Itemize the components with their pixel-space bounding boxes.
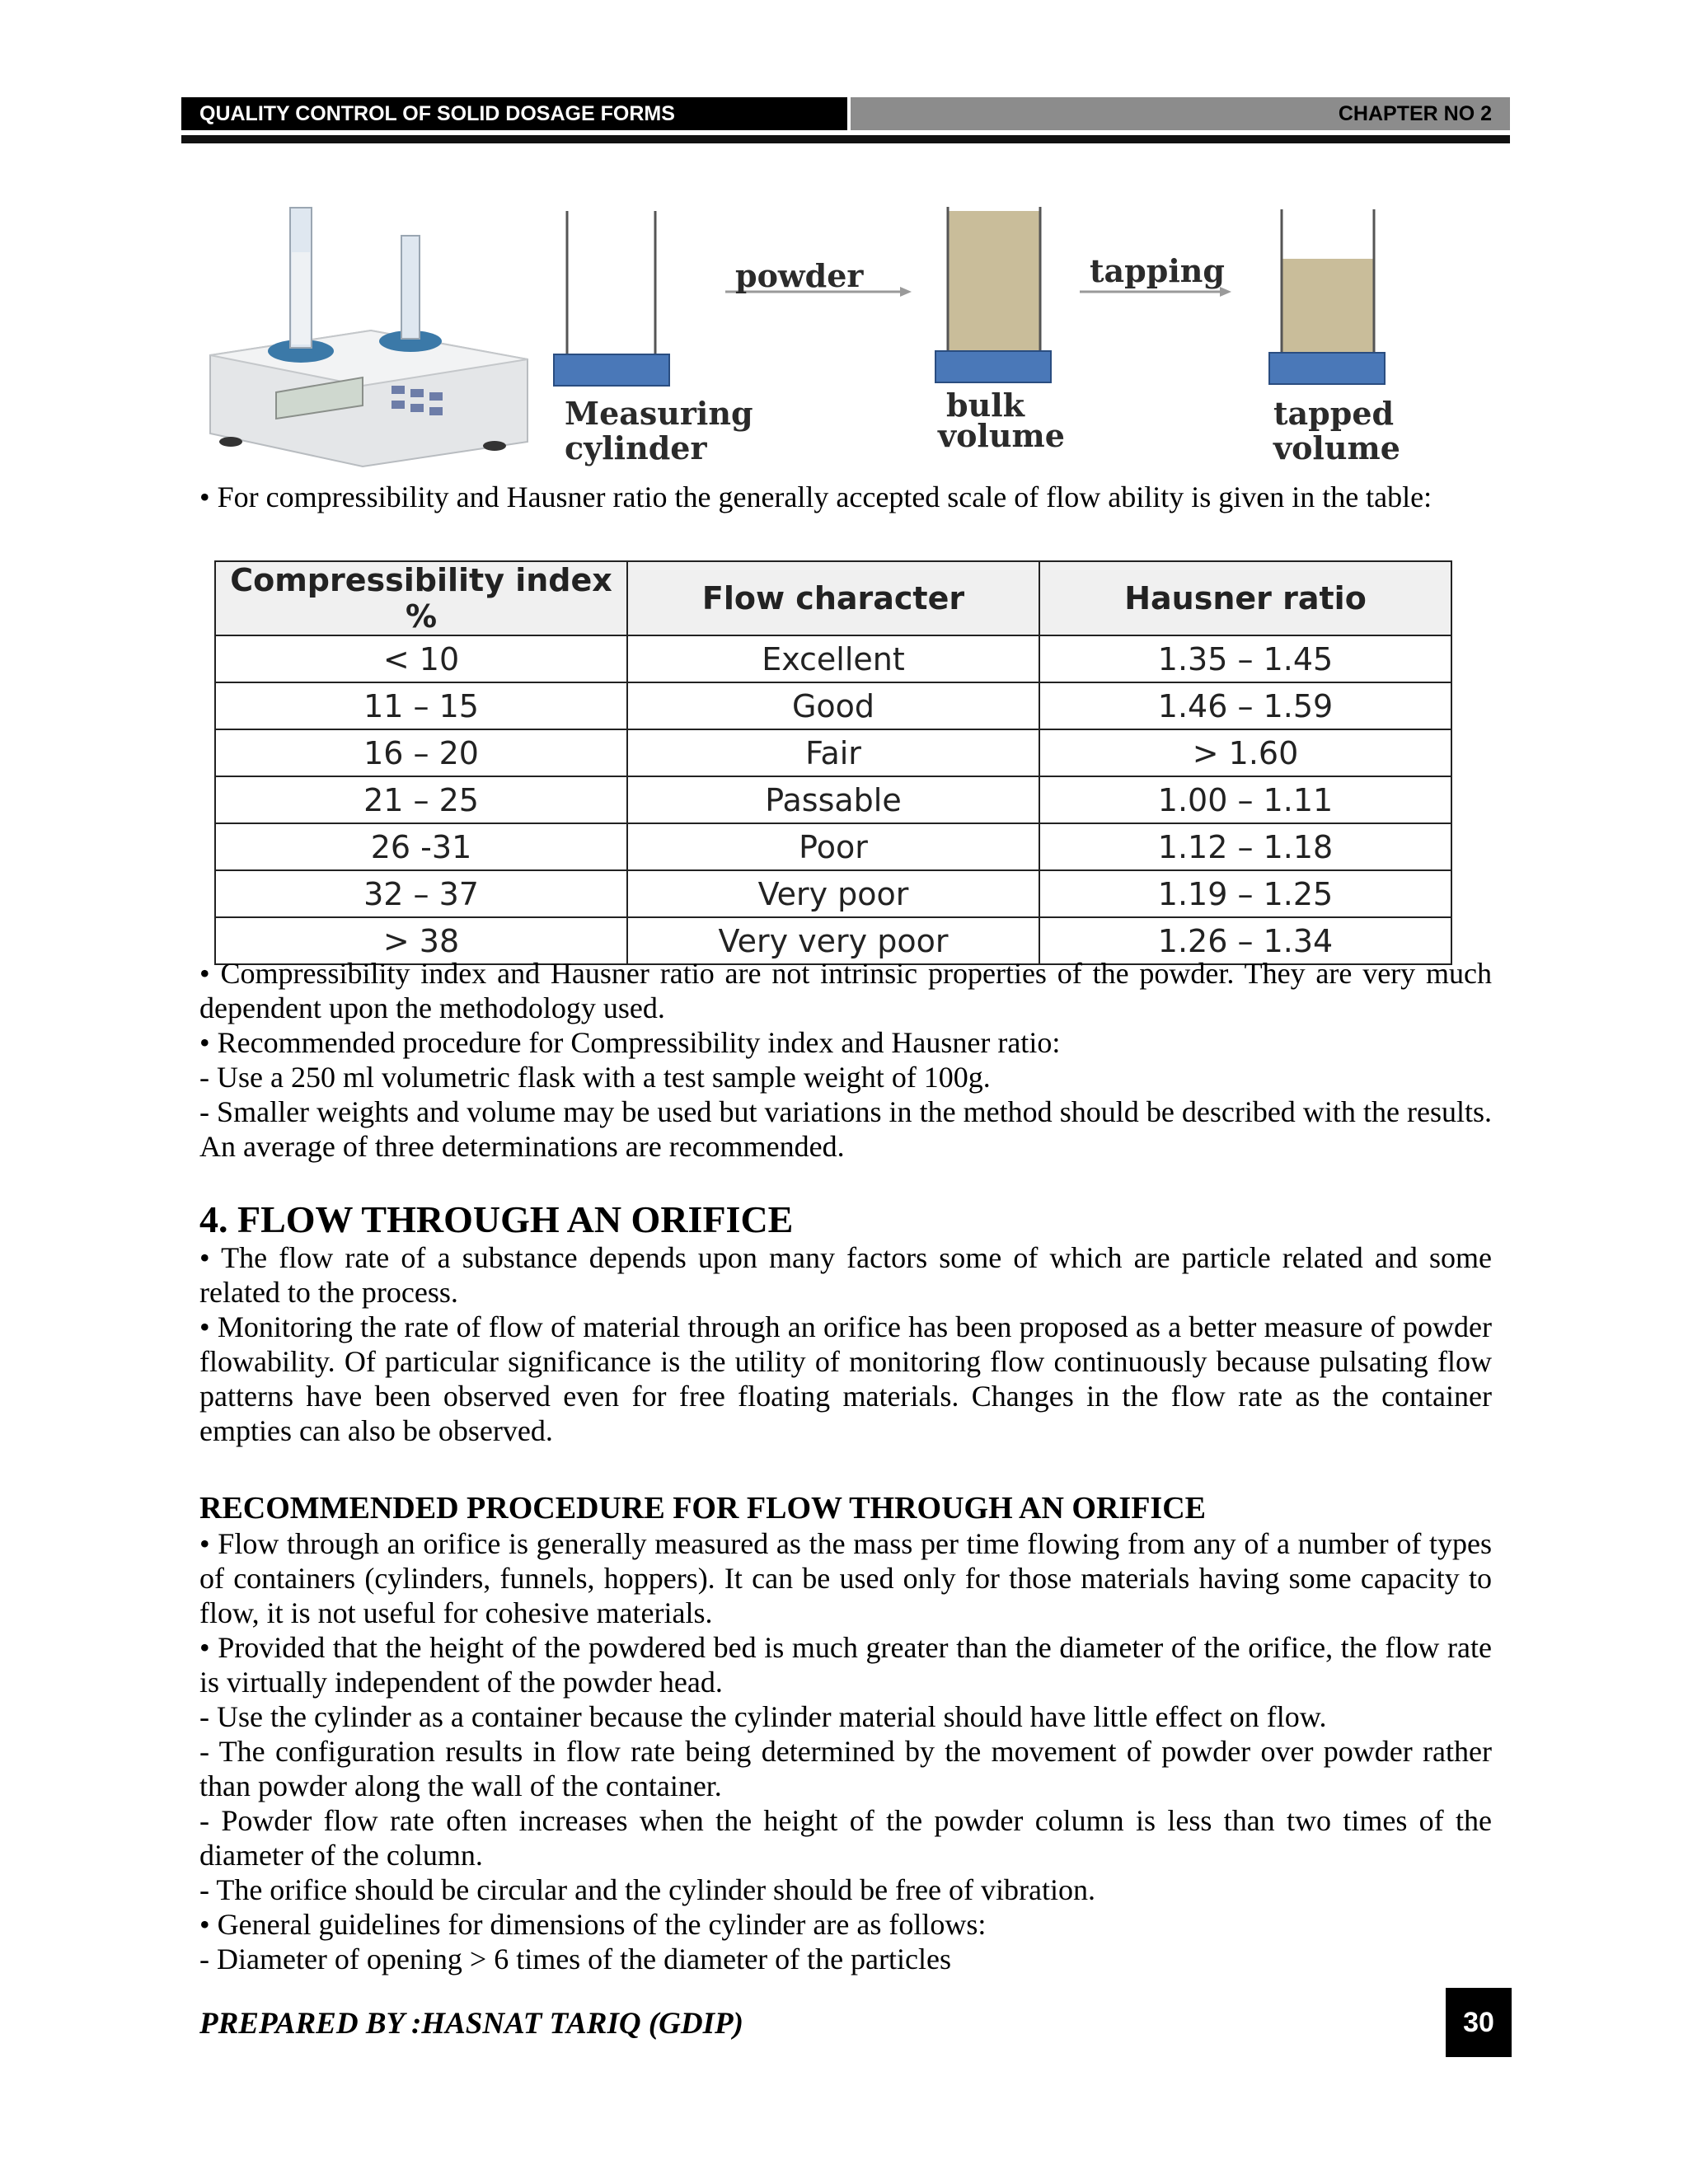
body-paragraph: - Use the cylinder as a container because the cylinder material should have little effect on flow.: [199, 1700, 1327, 1733]
table-cell: Excellent: [627, 635, 1039, 682]
table-cell: 1.12 – 1.18: [1039, 823, 1451, 870]
label-cylinder: cylinder: [565, 429, 707, 466]
table-cell: Very poor: [627, 870, 1039, 917]
table-row: [215, 682, 1451, 729]
body-paragraph: - Powder flow rate often increases when the height of the powder column is less than two times of the diameter of the column.: [199, 1804, 1492, 1872]
body-paragraph: • Flow through an orifice is generally measured as the mass per time flowing from any of a number of types of containers (cylinders, funnels, hoppers). It can be used only for those materials having some capacity to flow, it is not useful for cohesive materials.: [199, 1527, 1492, 1629]
header-rule: [181, 135, 1510, 143]
column-header: Hausner ratio: [1039, 561, 1451, 635]
body-paragraph: • The flow rate of a substance depends upon many factors some of which are particle related and some related to the process.: [199, 1241, 1492, 1309]
body-paragraph: - Use a 250 ml volumetric flask with a test sample weight of 100g.: [199, 1061, 991, 1094]
intro-text: [199, 480, 1492, 514]
section-recommended-procedure: [199, 1490, 1492, 1976]
column-header: Flow character: [627, 561, 1039, 635]
label-tapped-volume: volume: [1273, 429, 1400, 466]
body-paragraph: • Recommended procedure for Compressibility index and Hausner ratio:: [199, 1026, 1061, 1059]
intro-line: • For compressibility and Hausner ratio the generally accepted scale of flow ability is given in the table:: [199, 480, 1432, 513]
table-row: [215, 635, 1451, 682]
page-number: 30: [1446, 1988, 1512, 2057]
methodology-notes: [199, 956, 1492, 1164]
body-paragraph: • Monitoring the rate of flow of material through an orifice has been proposed as a better measure of powder flowability. Of particular significance is the utility of monitoring flow continuously because pulsating flow patterns have been observed even for free floating materials. Changes in the flow rate as the container empties can also be observed.: [199, 1310, 1492, 1447]
table-cell: 1.46 – 1.59: [1039, 682, 1451, 729]
body-paragraph: • Provided that the height of the powdered bed is much greater than the diameter of the orifice, the flow rate is virtually independent of the powder head.: [199, 1631, 1492, 1699]
label-tapping: tapping: [1090, 252, 1225, 289]
label-tapped: tapped: [1273, 395, 1395, 432]
tapped-volume-cylinder-icon: [1269, 209, 1385, 384]
section-heading: 4. FLOW THROUGH AN ORIFICE: [199, 1198, 794, 1240]
table-cell: 21 – 25: [215, 776, 627, 823]
table-cell: 32 – 37: [215, 870, 627, 917]
table-cell: 16 – 20: [215, 729, 627, 776]
body-paragraph: • General guidelines for dimensions of the cylinder are as follows:: [199, 1908, 987, 1941]
table-row: [215, 870, 1451, 917]
table-cell: 1.00 – 1.11: [1039, 776, 1451, 823]
apparatus-illustration: [198, 194, 1451, 479]
label-powder: powder: [735, 257, 864, 294]
label-bulk-volume: volume: [938, 417, 1065, 454]
table-cell: > 1.60: [1039, 729, 1451, 776]
body-paragraph: - Diameter of opening > 6 times of the diameter of the particles: [199, 1943, 951, 1975]
table-header-row: [215, 561, 1451, 635]
table-cell: Very very poor: [627, 917, 1039, 964]
body-paragraph: - The configuration results in flow rate being determined by the movement of powder over powder rather than powder along the wall of the container.: [199, 1735, 1492, 1802]
table-cell: 1.26 – 1.34: [1039, 917, 1451, 964]
table-cell: 11 – 15: [215, 682, 627, 729]
tap-density-tester-icon: [210, 208, 528, 466]
table-cell: 1.19 – 1.25: [1039, 870, 1451, 917]
header-chapter: CHAPTER NO 2: [851, 97, 1510, 130]
header-title: QUALITY CONTROL OF SOLID DOSAGE FORMS: [181, 97, 847, 130]
table-cell: Fair: [627, 729, 1039, 776]
empty-cylinder-icon: [554, 211, 669, 386]
body-paragraph: - The orifice should be circular and the cylinder should be free of vibration.: [199, 1873, 1095, 1906]
table-cell: Good: [627, 682, 1039, 729]
flowability-table: [214, 560, 1452, 965]
table-cell: Passable: [627, 776, 1039, 823]
table-row: [215, 729, 1451, 776]
body-paragraph: • Compressibility index and Hausner ratio are not intrinsic properties of the powder. They are very much dependent upon the methodology used.: [199, 957, 1492, 1024]
page-header: [181, 97, 1510, 145]
section-flow-through-orifice: [199, 1199, 1492, 1448]
column-header: Compressibility index %: [215, 561, 627, 635]
prepared-by: PREPARED BY :HASNAT TARIQ (GDIP): [199, 2007, 743, 2041]
bulk-volume-cylinder-icon: [935, 207, 1051, 382]
table-row: [215, 776, 1451, 823]
label-bulk: bulk: [946, 387, 1025, 424]
table-row: [215, 823, 1451, 870]
table-cell: > 38: [215, 917, 627, 964]
body-paragraph: - Smaller weights and volume may be used but variations in the method should be described with the results. An average of three determinations are recommended.: [199, 1095, 1492, 1163]
table-cell: 26 -31: [215, 823, 627, 870]
table-cell: < 10: [215, 635, 627, 682]
subsection-heading: RECOMMENDED PROCEDURE FOR FLOW THROUGH AN ORIFICE: [199, 1491, 1206, 1526]
tapped-density-figure: [198, 194, 1451, 479]
table-cell: 1.35 – 1.45: [1039, 635, 1451, 682]
table-cell: Poor: [627, 823, 1039, 870]
label-measuring: Measuring: [565, 395, 753, 432]
